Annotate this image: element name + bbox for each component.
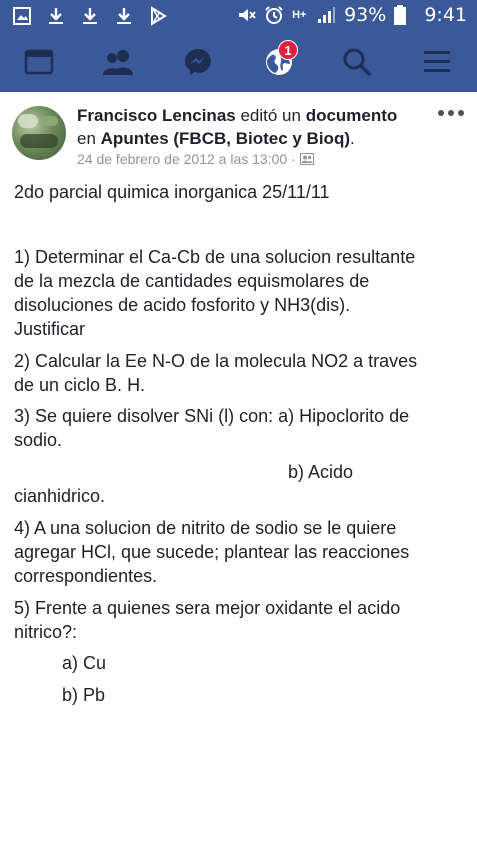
download-icon xyxy=(46,6,66,26)
more-dot-icon xyxy=(438,110,444,116)
question-4-line-1: 4) A una solucion de nitrito de sodio se le quiere xyxy=(14,518,397,538)
battery-percent: 93% xyxy=(344,4,387,26)
alarm-icon xyxy=(264,5,284,25)
post-headline xyxy=(77,104,417,150)
notification-badge: 1 xyxy=(278,40,298,60)
question-5-line-2: nitrico?: xyxy=(14,622,78,642)
messenger-icon xyxy=(183,47,213,77)
meta-separator: · xyxy=(291,151,296,167)
friends-icon xyxy=(101,49,135,75)
friends-button[interactable] xyxy=(101,46,135,78)
avatar[interactable] xyxy=(12,106,66,160)
question-1-line-3: disoluciones de acido fosforito y NH3(dis). xyxy=(14,295,351,315)
news-feed-button[interactable] xyxy=(22,46,56,78)
document-link[interactable]: documento xyxy=(305,106,398,125)
image-icon xyxy=(12,6,32,26)
post-preposition: en xyxy=(77,129,96,148)
status-bar xyxy=(0,0,477,32)
question-5-option-a: a) Cu xyxy=(62,653,107,673)
messenger-button[interactable] xyxy=(181,46,215,78)
post-options-button[interactable] xyxy=(438,110,464,120)
post-action: editó un xyxy=(240,106,301,125)
question-4-line-2: agregar HCl, que sucede; plantear las reacciones xyxy=(14,542,410,562)
question-3-line-2: sodio. xyxy=(14,430,63,450)
post-timestamp[interactable]: 24 de febrero de 2012 a las 13:00 xyxy=(77,151,288,167)
question-1-line-1: 1) Determinar el Ca-Cb de una solucion resultante xyxy=(14,247,416,267)
post-meta xyxy=(77,151,314,167)
question-1-line-2: de la mezcla de cantidades equismolares de xyxy=(14,271,370,291)
download-icon xyxy=(80,6,100,26)
news-feed-icon xyxy=(24,49,54,75)
menu-button[interactable] xyxy=(420,46,454,78)
group-link[interactable]: Apuntes (FBCB, Biotec y Bioq) xyxy=(100,129,350,148)
more-dot-icon xyxy=(448,110,454,116)
question-3-line-4: cianhidrico. xyxy=(14,486,106,506)
question-4-line-3: correspondientes. xyxy=(14,566,158,586)
more-dot-icon xyxy=(458,110,464,116)
question-5-line-1: 5) Frente a quienes sera mejor oxidante el acido xyxy=(14,598,401,618)
network-type-icon: H+ xyxy=(292,9,307,21)
author-link[interactable]: Francisco Lencinas xyxy=(77,106,236,125)
signal-icon xyxy=(316,5,336,25)
document-title: 2do parcial quimica inorganica 25/11/11 xyxy=(14,182,330,202)
mute-icon xyxy=(236,5,256,25)
menu-icon xyxy=(422,49,452,75)
headline-punctuation: . xyxy=(350,129,355,148)
question-2-line-1: 2) Calcular la Ee N-O de la molecula NO2 a traves xyxy=(14,351,418,371)
post-header xyxy=(0,96,477,176)
status-system xyxy=(236,4,467,26)
search-icon xyxy=(342,47,372,77)
question-1-line-4: Justificar xyxy=(14,319,86,339)
top-nav-bar xyxy=(0,32,477,92)
battery-icon xyxy=(394,5,406,25)
status-notifications xyxy=(12,6,168,26)
question-3-line-1: 3) Se quiere disolver SNi (l) con: a) Hipoclorito de xyxy=(14,406,410,426)
question-3-option-b: b) Acido xyxy=(288,462,354,482)
clock: 9:41 xyxy=(424,4,467,26)
question-5-option-b: b) Pb xyxy=(62,685,106,705)
play-store-icon xyxy=(148,6,168,26)
group-audience-icon xyxy=(300,153,314,165)
search-button[interactable] xyxy=(340,46,374,78)
question-2-line-2: de un ciclo B. H. xyxy=(14,375,146,395)
download-icon xyxy=(114,6,134,26)
